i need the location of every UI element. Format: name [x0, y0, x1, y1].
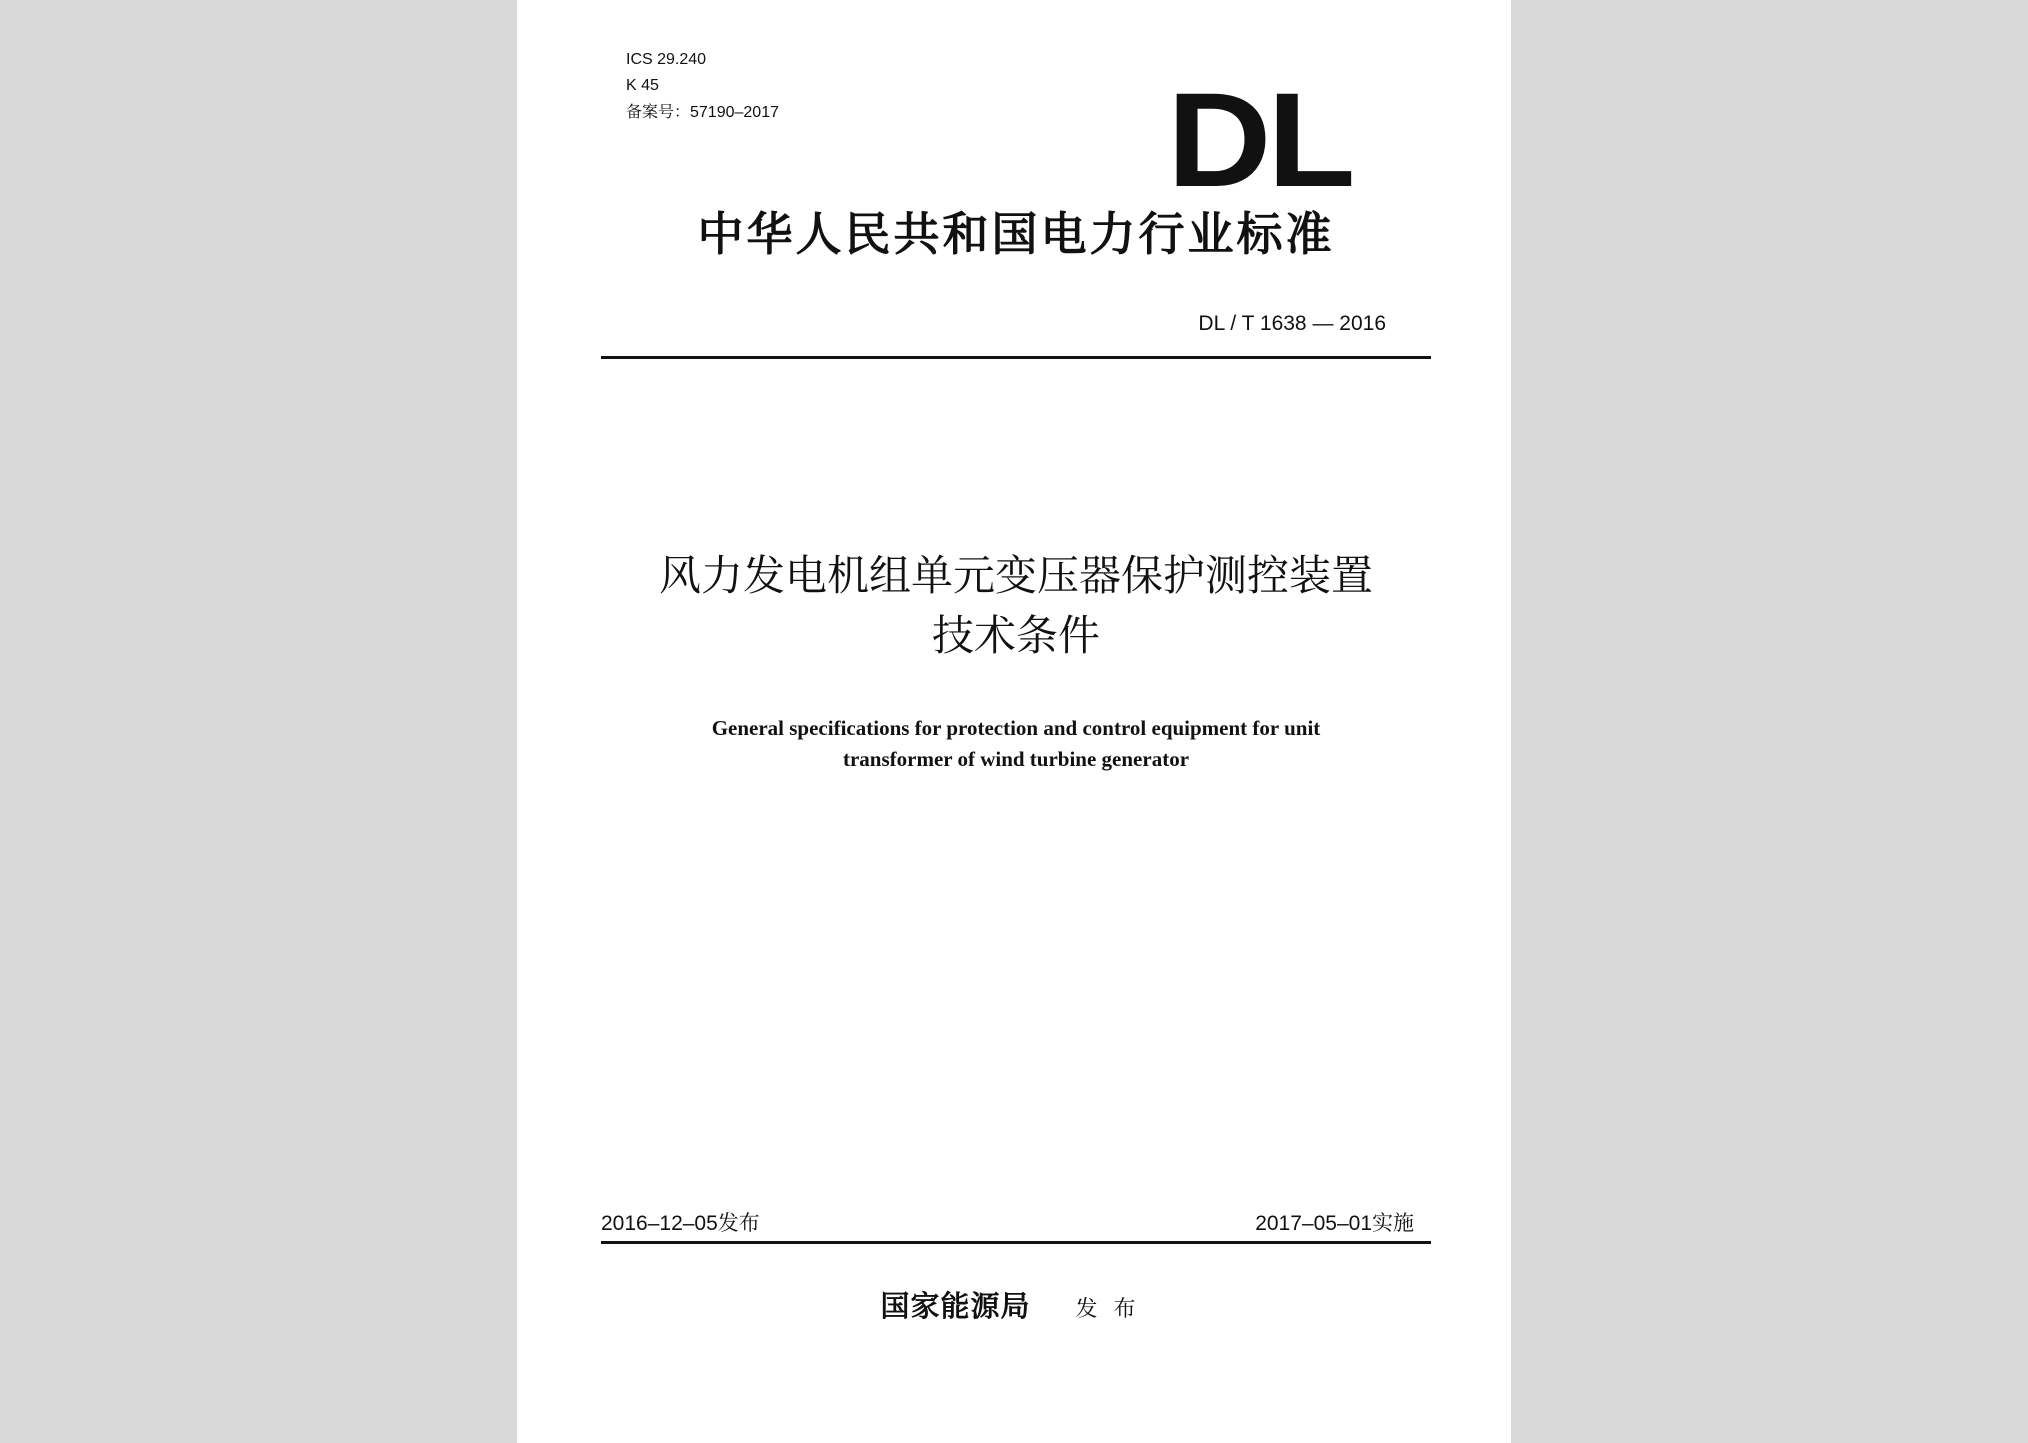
top-divider: [601, 356, 1431, 359]
implementation-date: 2017–05–01实施: [1255, 1212, 1414, 1235]
industry-standard-title: 中华人民共和国电力行业标准: [697, 207, 1335, 261]
document-cover-page: [517, 0, 1511, 1443]
title-cn-line-2: 技术条件: [931, 611, 1100, 660]
publisher-name: 国家能源局: [880, 1289, 1031, 1323]
publisher-line: [601, 1286, 1431, 1330]
ics-code: ICS 29.240: [626, 51, 707, 68]
standard-number: DL / T 1638 — 2016: [1198, 312, 1386, 335]
document-title-english: [601, 713, 1431, 775]
classification-code: K 45: [626, 77, 659, 94]
title-en-line-2: transformer of wind turbine generator: [842, 747, 1190, 771]
issue-date: 2016–12–05发布: [601, 1212, 760, 1235]
publisher-action: 发布: [1075, 1297, 1152, 1322]
title-cn-line-1: 风力发电机组单元变压器保护测控装置: [658, 551, 1373, 600]
dl-logo: DL: [1167, 66, 1352, 215]
record-number: 备案号：57190–2017: [626, 104, 779, 121]
bottom-divider: [601, 1241, 1431, 1244]
title-en-line-1: General specifications for protection and control equipment for unit: [711, 716, 1321, 740]
document-title-chinese: [601, 546, 1431, 666]
